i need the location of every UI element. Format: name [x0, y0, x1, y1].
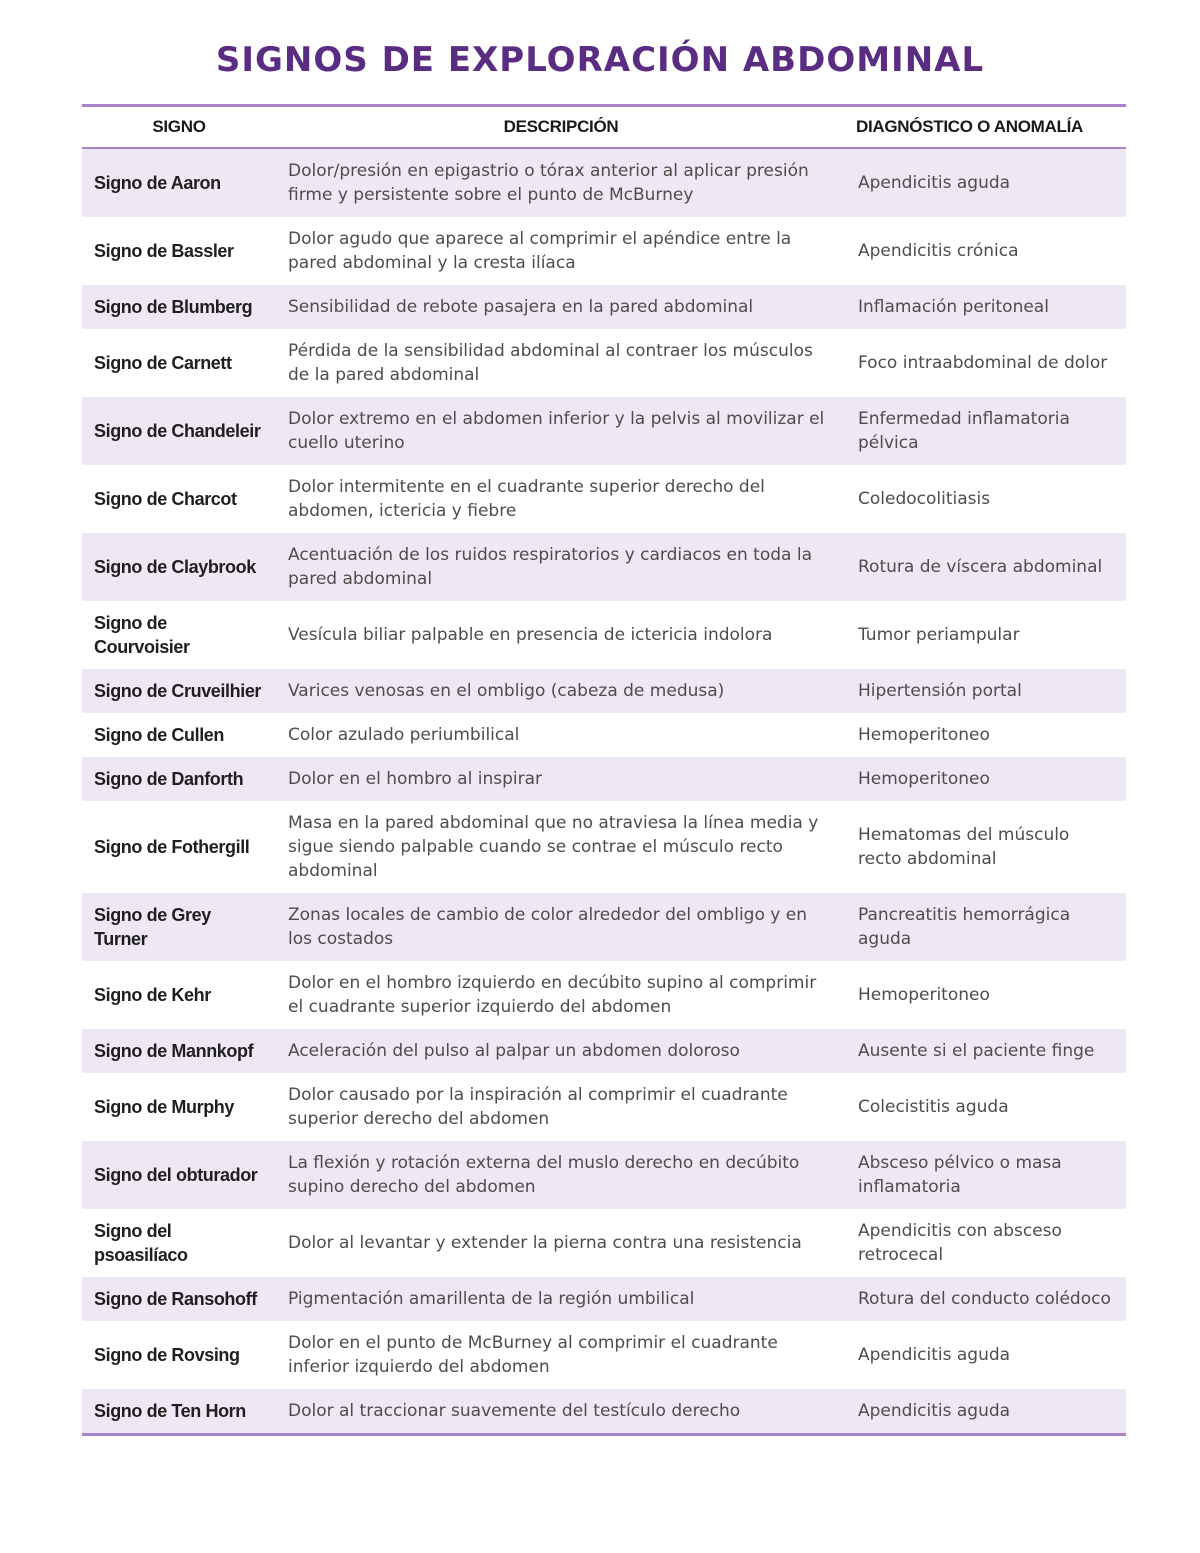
sign-name-cell: Signo de Rovsing	[82, 1321, 276, 1389]
table-row	[82, 669, 1126, 713]
sign-name-cell: Signo de Danforth	[82, 757, 276, 801]
diagnosis-cell: Enfermedad inflamatoria pélvica	[846, 397, 1126, 465]
column-header-descripcion: DESCRIPCIÓN	[276, 106, 846, 149]
description-cell: Dolor en el hombro al inspirar	[276, 757, 846, 801]
description-cell: Pigmentación amarillenta de la región umbilical	[276, 1277, 846, 1321]
table-row	[82, 1029, 1126, 1073]
diagnosis-cell: Colecistitis aguda	[846, 1073, 1126, 1141]
sign-name-cell: Signo de Grey Turner	[82, 893, 276, 961]
description-cell: Acentuación de los ruidos respiratorios y cardiacos en toda la pared abdominal	[276, 533, 846, 601]
table-row	[82, 285, 1126, 329]
description-cell: Vesícula biliar palpable en presencia de ictericia indolora	[276, 601, 846, 669]
sign-name-cell: Signo de Kehr	[82, 961, 276, 1029]
description-cell: Color azulado periumbilical	[276, 713, 846, 757]
diagnosis-cell: Pancreatitis hemorrágica aguda	[846, 893, 1126, 961]
description-cell: Aceleración del pulso al palpar un abdomen doloroso	[276, 1029, 846, 1073]
table-row	[82, 601, 1126, 669]
table-row	[82, 757, 1126, 801]
description-cell: Dolor en el hombro izquierdo en decúbito supino al comprimir el cuadrante superior izquierdo del abdomen	[276, 961, 846, 1029]
description-cell: Sensibilidad de rebote pasajera en la pared abdominal	[276, 285, 846, 329]
table-row	[82, 1073, 1126, 1141]
signs-table	[82, 104, 1126, 1436]
description-cell: Dolor/presión en epigastrio o tórax anterior al aplicar presión firme y persistente sobre el punto de McBurney	[276, 148, 846, 217]
description-cell: Dolor en el punto de McBurney al comprimir el cuadrante inferior izquierdo del abdomen	[276, 1321, 846, 1389]
description-cell: Zonas locales de cambio de color alrededor del ombligo y en los costados	[276, 893, 846, 961]
diagnosis-cell: Rotura del conducto colédoco	[846, 1277, 1126, 1321]
diagnosis-cell: Rotura de víscera abdominal	[846, 533, 1126, 601]
sign-name-cell: Signo de Ransohoff	[82, 1277, 276, 1321]
description-cell: La flexión y rotación externa del muslo derecho en decúbito supino derecho del abdomen	[276, 1141, 846, 1209]
table-row	[82, 713, 1126, 757]
table-header	[82, 106, 1126, 149]
table-row	[82, 148, 1126, 217]
header-row	[82, 106, 1126, 149]
page-title: SIGNOS DE EXPLORACIÓN ABDOMINAL	[215, 40, 985, 80]
diagnosis-cell: Hemoperitoneo	[846, 757, 1126, 801]
description-cell: Pérdida de la sensibilidad abdominal al contraer los músculos de la pared abdominal	[276, 329, 846, 397]
description-cell: Dolor agudo que aparece al comprimir el apéndice entre la pared abdominal y la cresta ilíaca	[276, 217, 846, 285]
description-cell: Dolor al levantar y extender la pierna contra una resistencia	[276, 1209, 846, 1277]
table-row	[82, 329, 1126, 397]
table-row	[82, 217, 1126, 285]
diagnosis-cell: Hipertensión portal	[846, 669, 1126, 713]
sign-name-cell: Signo de Bassler	[82, 217, 276, 285]
table-row	[82, 1321, 1126, 1389]
sign-name-cell: Signo de Mannkopf	[82, 1029, 276, 1073]
sign-name-cell: Signo del obturador	[82, 1141, 276, 1209]
diagnosis-cell: Tumor periampular	[846, 601, 1126, 669]
sign-name-cell: Signo de Courvoisier	[82, 601, 276, 669]
sign-name-cell: Signo de Aaron	[82, 148, 276, 217]
table-row	[82, 1209, 1126, 1277]
diagnosis-cell: Coledocolitiasis	[846, 465, 1126, 533]
sign-name-cell: Signo de Claybrook	[82, 533, 276, 601]
sign-name-cell: Signo de Cullen	[82, 713, 276, 757]
column-header-diagnostico: DIAGNÓSTICO O ANOMALÍA	[846, 106, 1126, 149]
sign-name-cell: Signo del psoasilíaco	[82, 1209, 276, 1277]
table-row	[82, 1277, 1126, 1321]
table-row	[82, 801, 1126, 893]
description-cell: Dolor extremo en el abdomen inferior y la pelvis al movilizar el cuello uterino	[276, 397, 846, 465]
diagnosis-cell: Apendicitis aguda	[846, 1389, 1126, 1435]
description-cell: Varices venosas en el ombligo (cabeza de medusa)	[276, 669, 846, 713]
sign-name-cell: Signo de Chandeleir	[82, 397, 276, 465]
diagnosis-cell: Ausente si el paciente finge	[846, 1029, 1126, 1073]
table-row	[82, 1389, 1126, 1435]
sign-name-cell: Signo de Cruveilhier	[82, 669, 276, 713]
table-row	[82, 465, 1126, 533]
description-cell: Masa en la pared abdominal que no atraviesa la línea media y sigue siendo palpable cuando se contrae el músculo recto abdominal	[276, 801, 846, 893]
diagnosis-cell: Apendicitis con absceso retrocecal	[846, 1209, 1126, 1277]
diagnosis-cell: Inflamación peritoneal	[846, 285, 1126, 329]
description-cell: Dolor intermitente en el cuadrante superior derecho del abdomen, ictericia y fiebre	[276, 465, 846, 533]
sign-name-cell: Signo de Murphy	[82, 1073, 276, 1141]
diagnosis-cell: Absceso pélvico o masa inflamatoria	[846, 1141, 1126, 1209]
sign-name-cell: Signo de Charcot	[82, 465, 276, 533]
diagnosis-cell: Hemoperitoneo	[846, 961, 1126, 1029]
diagnosis-cell: Apendicitis crónica	[846, 217, 1126, 285]
table-body	[82, 148, 1126, 1435]
table-row	[82, 893, 1126, 961]
description-cell: Dolor causado por la inspiración al comprimir el cuadrante superior derecho del abdomen	[276, 1073, 846, 1141]
sign-name-cell: Signo de Blumberg	[82, 285, 276, 329]
table-row	[82, 961, 1126, 1029]
table-row	[82, 1141, 1126, 1209]
diagnosis-cell: Apendicitis aguda	[846, 148, 1126, 217]
sign-name-cell: Signo de Fothergill	[82, 801, 276, 893]
sign-name-cell: Signo de Carnett	[82, 329, 276, 397]
diagnosis-cell: Hemoperitoneo	[846, 713, 1126, 757]
table-row	[82, 397, 1126, 465]
table-row	[82, 533, 1126, 601]
diagnosis-cell: Hematomas del músculo recto abdominal	[846, 801, 1126, 893]
description-cell: Dolor al traccionar suavemente del testículo derecho	[276, 1389, 846, 1435]
sign-name-cell: Signo de Ten Horn	[82, 1389, 276, 1435]
diagnosis-cell: Foco intraabdominal de dolor	[846, 329, 1126, 397]
column-header-signo: SIGNO	[82, 106, 276, 149]
diagnosis-cell: Apendicitis aguda	[846, 1321, 1126, 1389]
